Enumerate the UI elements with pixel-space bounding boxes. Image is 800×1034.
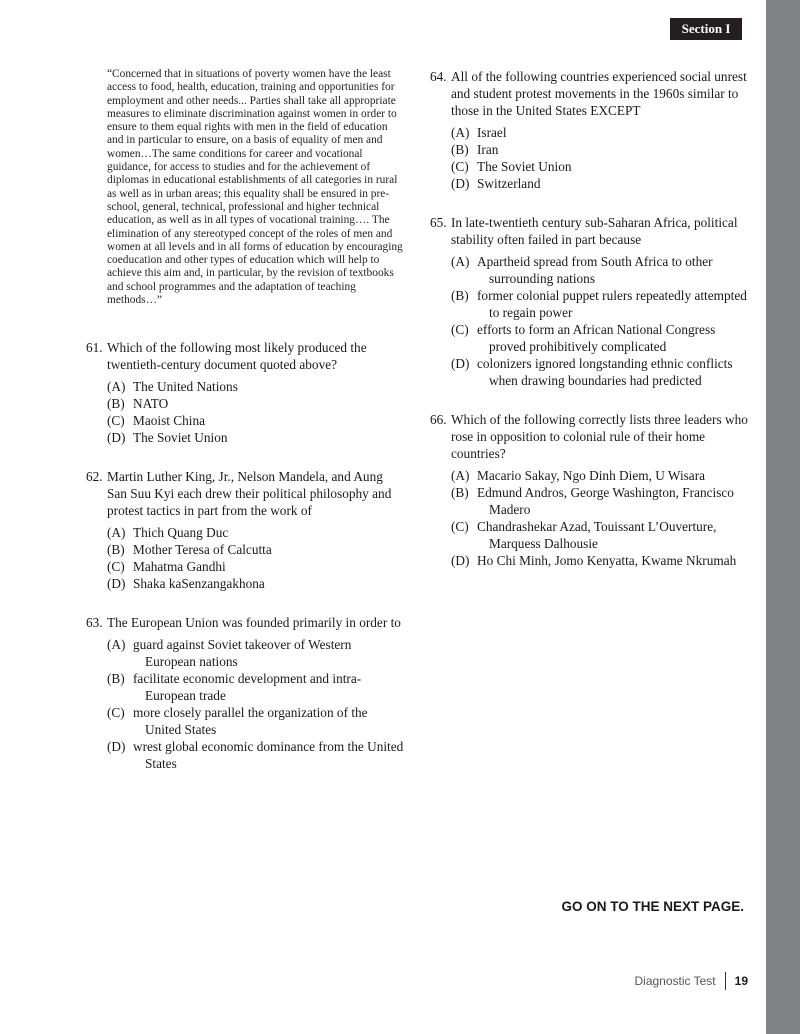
question-number: 65. xyxy=(430,215,447,230)
question-number: 62. xyxy=(86,469,103,485)
choice-letter: (C) xyxy=(107,559,125,575)
page-number: 19 xyxy=(734,974,748,988)
question-61 xyxy=(86,339,404,446)
answer-choices xyxy=(107,378,404,446)
question-62 xyxy=(86,468,404,592)
choice-letter: (B) xyxy=(451,288,469,303)
choice-letter: (B) xyxy=(107,542,125,558)
choice-letter: (A) xyxy=(107,379,126,395)
choice-letter: (C) xyxy=(451,159,469,174)
answer-choice xyxy=(451,175,755,192)
footer-divider xyxy=(725,972,726,990)
answer-choice xyxy=(107,429,404,446)
side-margin-bar xyxy=(766,0,800,1034)
choice-text: Mother Teresa of Calcutta xyxy=(133,542,272,558)
question-list-right xyxy=(430,68,755,569)
answer-choice xyxy=(451,467,755,484)
choice-letter: (D) xyxy=(107,430,126,446)
answer-choice xyxy=(107,704,404,738)
answer-choice xyxy=(451,287,755,321)
question-number: 64. xyxy=(430,69,447,84)
question-64 xyxy=(430,68,755,192)
answer-choice xyxy=(107,541,404,558)
choice-letter: (C) xyxy=(451,322,469,337)
choice-letter: (A) xyxy=(107,525,126,541)
choice-text: efforts to form an African National Congress proved prohibitively complicated xyxy=(477,322,716,354)
answer-choice xyxy=(451,552,755,569)
answer-choice xyxy=(451,158,755,175)
answer-choices xyxy=(451,467,755,569)
question-63 xyxy=(86,614,404,772)
choice-text: more closely parallel the organization of the United States xyxy=(133,705,368,738)
page-footer xyxy=(634,972,748,990)
choice-text: Thich Quang Duc xyxy=(133,525,229,541)
choice-text: facilitate economic development and intra-European trade xyxy=(133,671,362,704)
choice-text: The Soviet Union xyxy=(477,159,572,174)
choice-letter: (A) xyxy=(451,125,470,140)
answer-choice xyxy=(107,575,404,592)
question-number: 63. xyxy=(86,615,103,631)
choice-letter: (C) xyxy=(107,705,125,721)
answer-choice xyxy=(107,524,404,541)
footer-label: Diagnostic Test xyxy=(634,974,716,988)
answer-choice xyxy=(451,355,755,389)
answer-choices xyxy=(451,253,755,389)
choice-letter: (B) xyxy=(107,396,125,412)
answer-choice xyxy=(451,484,755,518)
answer-choice xyxy=(451,321,755,355)
answer-choice xyxy=(107,738,404,772)
choice-letter: (D) xyxy=(107,739,126,755)
answer-choices xyxy=(107,636,404,772)
answer-choice xyxy=(451,518,755,552)
question-number: 61. xyxy=(86,340,103,356)
left-column xyxy=(86,68,404,794)
question-stem: Martin Luther King, Jr., Nelson Mandela, and Aung San Suu Kyi each drew their political philosophy and protest tactics in part from the work of xyxy=(107,469,392,519)
choice-text: The United Nations xyxy=(133,379,238,395)
section-label: Section I xyxy=(681,21,731,36)
choice-letter: (B) xyxy=(451,142,469,157)
question-stem: The European Union was founded primarily in order to xyxy=(107,615,401,631)
answer-choice xyxy=(107,558,404,575)
answer-choice xyxy=(451,124,755,141)
choice-letter: (D) xyxy=(451,176,470,191)
choice-letter: (D) xyxy=(451,356,470,371)
choice-text: Maoist China xyxy=(133,413,206,429)
choice-text: Iran xyxy=(477,142,499,157)
answer-choice xyxy=(451,141,755,158)
answer-choice xyxy=(107,395,404,412)
choice-letter: (A) xyxy=(451,254,470,269)
choice-letter: (C) xyxy=(107,413,125,429)
choice-text: Shaka kaSenzangakhona xyxy=(133,576,265,592)
choice-text: Ho Chi Minh, Jomo Kenyatta, Kwame Nkrumah xyxy=(477,553,737,568)
choice-text: wrest global economic dominance from the United States xyxy=(133,739,404,772)
answer-choice xyxy=(451,253,755,287)
answer-choice xyxy=(107,636,404,670)
question-stem: In late-twentieth century sub-Saharan Africa, political stability often failed in part because xyxy=(451,215,738,247)
section-tab xyxy=(670,18,742,40)
choice-text: Israel xyxy=(477,125,507,140)
choice-text: Macario Sakay, Ngo Dinh Diem, U Wisara xyxy=(477,468,706,483)
choice-text: colonizers ignored longstanding ethnic conflicts when drawing boundaries had predicted xyxy=(477,356,733,388)
answer-choice xyxy=(107,412,404,429)
question-stem: All of the following countries experienced social unrest and student protest movements in the 1960s similar to those in the United States EXCEPT xyxy=(451,69,747,118)
go-on-notice: GO ON TO THE NEXT PAGE. xyxy=(561,899,744,914)
right-column xyxy=(430,68,755,591)
answer-choice xyxy=(107,378,404,395)
choice-letter: (B) xyxy=(107,671,125,687)
choice-text: The Soviet Union xyxy=(133,430,228,446)
choice-text: Mahatma Gandhi xyxy=(133,559,226,575)
quoted-passage: “Concerned that in situations of poverty women have the least access to food, health, education, training and opportunities for employment and other needs... Parties shall take all appropriate measures to eliminate discrimination against women in order to ensure to them equal rights with men in the field of education and in particular to ensure, on a basis of equality of men and women…The same conditions for career and vocational guidance, for access to studies and for the achievement of diplomas in educational establishments of all categories in rural as well as in urban areas; this equality shall be ensured in pre-school, general, technical, professional and higher technical education, as well as in all types of vocational training…. The elimination of any stereotyped concept of the roles of men and women at all levels and in all forms of education by encouraging coeducation and other types of education which will help to achieve this aim and, in particular, by the revision of textbooks and school programmes and the adaptation of teaching methods…” xyxy=(107,68,403,307)
choice-text: former colonial puppet rulers repeatedly attempted to regain power xyxy=(477,288,747,320)
choice-text: Edmund Andros, George Washington, Francisco Madero xyxy=(477,485,734,517)
choice-text: Apartheid spread from South Africa to other surrounding nations xyxy=(477,254,713,286)
choice-text: NATO xyxy=(133,396,169,412)
answer-choices xyxy=(451,124,755,192)
choice-letter: (C) xyxy=(451,519,469,534)
choice-letter: (B) xyxy=(451,485,469,500)
question-list-left xyxy=(86,339,404,772)
choice-letter: (A) xyxy=(107,637,126,653)
question-number: 66. xyxy=(430,412,447,427)
question-stem: Which of the following correctly lists three leaders who rose in opposition to colonial rule of their home countries? xyxy=(451,412,748,461)
answer-choice xyxy=(107,670,404,704)
choice-text: Switzerland xyxy=(477,176,541,191)
choice-text: guard against Soviet takeover of Western European nations xyxy=(133,637,352,670)
answer-choices xyxy=(107,524,404,592)
choice-letter: (D) xyxy=(107,576,126,592)
question-66 xyxy=(430,411,755,569)
choice-letter: (A) xyxy=(451,468,470,483)
choice-text: Chandrashekar Azad, Touissant L’Ouverture, Marquess Dalhousie xyxy=(477,519,717,551)
choice-letter: (D) xyxy=(451,553,470,568)
question-stem: Which of the following most likely produced the twentieth-century document quoted above? xyxy=(107,340,367,373)
question-65 xyxy=(430,214,755,389)
